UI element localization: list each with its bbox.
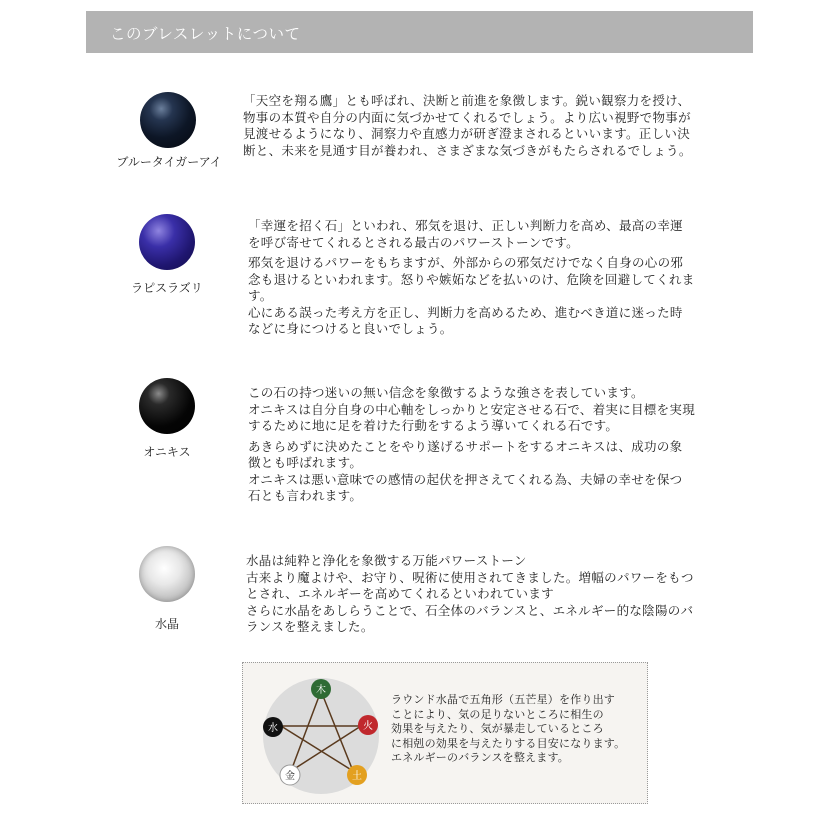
- element-wood: [311, 679, 331, 699]
- crystal-image: [139, 546, 195, 602]
- diagram-explanation: [391, 693, 625, 766]
- element-fire: [358, 715, 378, 735]
- description-paragraph: 「天空を翔る鷹」とも呼ばれ、決断と前進を象徴します。鋭い観察力を授け、物事の本質や自分の内面に気づかせてくれるでしょう。より広い視野で物事が見渡せるようになり、洞察力や直感力が研ぎ澄まされるといいます。正しい決断と、未来を見通す目が養われ、さまざまな気づきがもたらされるでしょう。: [243, 93, 692, 158]
- element-earth-label: 土: [352, 771, 362, 782]
- five-elements-diagram: [253, 665, 393, 805]
- stone-name-lapis-lazuli: ラピスラズリ: [131, 281, 203, 295]
- section-title: このブレスレットについて: [110, 25, 301, 43]
- element-water: [263, 717, 283, 737]
- diagram-text-line: に相剋の効果を与えたりする目安になります。: [391, 736, 626, 750]
- stone-description-lapis-lazuli: [248, 218, 695, 338]
- stone-description-onyx: [248, 385, 695, 505]
- stone-name-onyx: オニキス: [143, 445, 191, 459]
- diagram-text-line: エネルギーのバランスを整えます。: [391, 751, 569, 764]
- description-paragraph: 邪気を退けるパワーをもちますが、外部からの邪気だけでなく自身の心の邪念も退けるといわれます。怒りや嫉妬などを払いのけ、危険を回避してくれます。 心にある誤った考え方を正し、判断力を高めるため、進むべき道に迷った時などに身につけると良いでしょう。: [248, 255, 695, 336]
- lapis-lazuli-image: [139, 214, 195, 270]
- blue-tiger-eye-image: [140, 92, 196, 148]
- element-fire-label: 火: [363, 721, 373, 732]
- five-elements-box: [242, 662, 648, 804]
- element-water-label: 水: [268, 723, 278, 734]
- stone-description-blue-tiger-eye: [243, 93, 695, 159]
- element-metal: [280, 765, 300, 785]
- description-paragraph: あきらめずに決めたことをやり遂げるサポートをするオニキスは、成功の象徴とも呼ばれます。 オニキスは悪い意味での感情の起伏を押さえてくれる為、夫婦の幸せを保つ石とも言われます。: [248, 438, 683, 503]
- diagram-text-line: 効果を与えたり、気が暴走しているところ: [391, 722, 604, 735]
- diagram-text-line: ことにより、気の足りないところに相生の: [391, 707, 604, 721]
- description-paragraph: この石の持つ迷いの無い信念を象徴するような強さを表しています。 オニキスは自分自身の中心軸をしっかりと安定させる石で、着実に目標を実現するために地に足を着けた行動をするよう導いてくれる石です。: [248, 385, 696, 433]
- diagram-text-line: ラウンド水晶で五角形（五芒星）を作り出す: [391, 693, 615, 706]
- description-paragraph: 「幸運を招く石」といわれ、邪気を退け、正しい判断力を高め、最高の幸運を呼び寄せてくれるとされる最古のパワーストーンです。: [248, 218, 683, 250]
- element-wood-label: 木: [316, 685, 326, 696]
- element-metal-label: 金: [285, 771, 295, 782]
- stone-name-crystal: 水晶: [154, 617, 179, 631]
- stone-name-blue-tiger-eye: ブルータイガーアイ: [116, 155, 222, 169]
- element-earth: [347, 765, 367, 785]
- stone-description-crystal: [246, 553, 695, 636]
- onyx-image: [139, 378, 195, 434]
- description-paragraph: 水晶は純粋と浄化を象徴する万能パワーストーン 古来より魔よけや、お守り、呪術に使用されてきました。増幅のパワーをもつとされ、エネルギーを高めてくれるといわれています さらに水晶をあしらうことで、石全体のバランスと、エネルギー的な陰陽のバランスを整えました。: [246, 553, 694, 634]
- section-header: [86, 11, 753, 53]
